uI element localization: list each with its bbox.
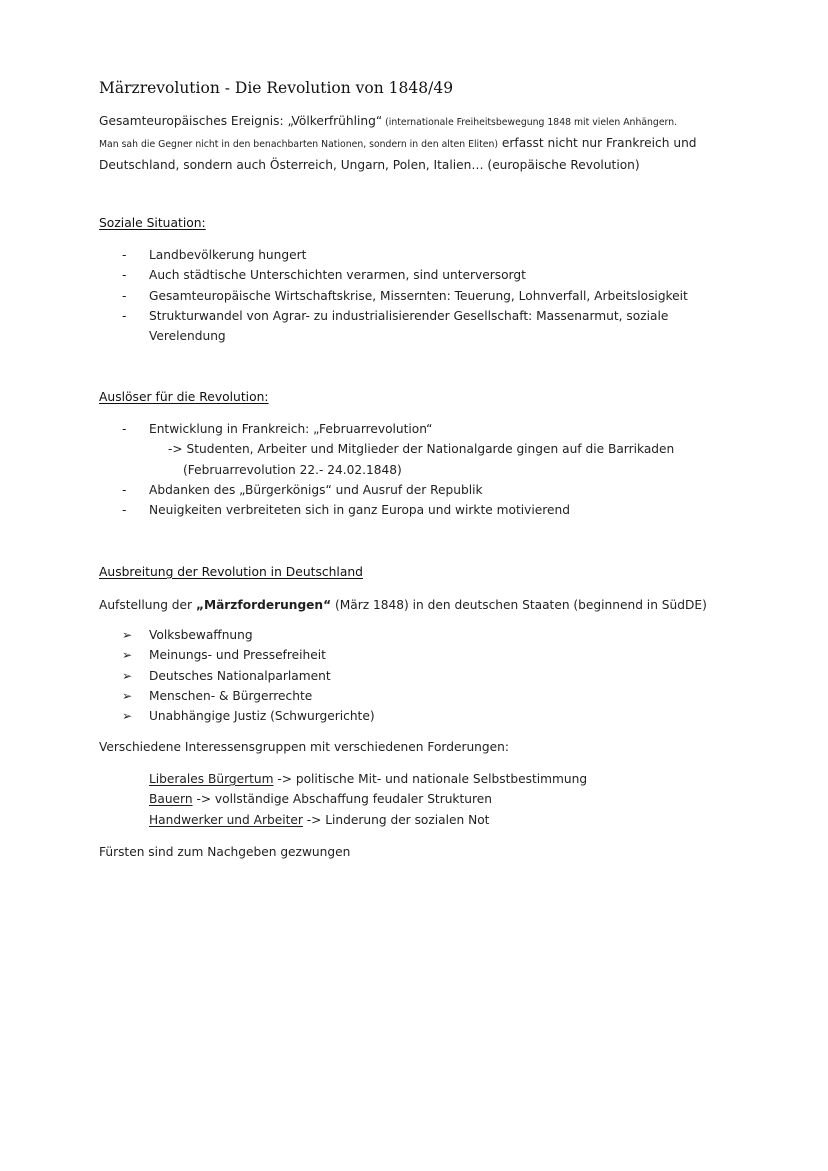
intro-line-1 xyxy=(99,111,749,133)
group-goal: -> vollständige Abschaffung feudaler Strukturen xyxy=(192,792,492,807)
list-item-continuation: Verelendung xyxy=(149,329,226,344)
group-name: Bauern xyxy=(149,792,193,807)
list-item: ➢ Menschen- & Bürgerrechte xyxy=(0,686,709,706)
intro-rest-a: erfasst nicht nur Frankreich und xyxy=(498,136,697,150)
group-name: Liberales Bürgertum xyxy=(149,772,274,786)
list-item: - Abdanken des „Bürgerkönigs“ und Ausruf der Republik xyxy=(122,482,483,497)
group-row xyxy=(149,789,587,809)
conclusion: Fürsten sind zum Nachgeben gezwungen xyxy=(99,845,351,859)
section-heading-spread: Ausbreitung der Revolution in Deutschland xyxy=(99,565,363,579)
list-item-detail: -> Studenten, Arbeiter und Mitglieder der Nationalgarde gingen auf die Barrikaden xyxy=(168,442,675,457)
intro-paragraph xyxy=(99,111,749,176)
group-row xyxy=(149,769,587,789)
interest-groups xyxy=(149,769,587,830)
list-item: - Landbevölkerung hungert xyxy=(122,248,307,262)
section-heading-trigger: Auslöser für die Revolution: xyxy=(99,390,269,404)
demands-list xyxy=(0,625,709,726)
demands-intro: Aufstellung der „Märzforderungen“ (März 1848) in den deutschen Staaten (beginnend in SüdDE) xyxy=(99,598,707,612)
group-goal: -> politische Mit- und nationale Selbstbestimmung xyxy=(273,772,588,786)
section-heading-social: Soziale Situation: xyxy=(99,216,206,230)
arrow-bullet-icon: ➢ xyxy=(122,688,133,703)
list-item-detail: (Februarrevolution 22.- 24.02.1848) xyxy=(183,462,402,477)
arrow-bullet-icon: ➢ xyxy=(122,628,133,642)
intro-line-3 xyxy=(99,155,749,176)
page-title: Märzrevolution - Die Revolution von 1848/49 xyxy=(99,79,454,97)
list-item: - Neuigkeiten verbreiteten sich in ganz Europa und wirkte motivierend xyxy=(122,503,570,518)
list-item: ➢ Deutsches Nationalparlament xyxy=(0,666,709,686)
list-item: - Strukturwandel von Agrar- zu industrialisierender Gesellschaft: Massenarmut, soziale Verelendung xyxy=(0,306,709,347)
intro-note-b: Man sah die Gegner nicht in den benachbarten Nationen, sondern in den alten Eliten) xyxy=(99,139,499,150)
intro-note-a: (internationale Freiheitsbewegung 1848 mit vielen Anhängern. xyxy=(382,117,678,128)
list-item: - Auch städtische Unterschichten verarmen, sind unterversorgt xyxy=(122,268,526,283)
groups-intro: Verschiedene Interessensgruppen mit verschiedenen Forderungen: xyxy=(99,740,509,754)
intro-rest-b: Deutschland, sondern auch Österreich, Ungarn, Polen, Italien… (europäische Revolution) xyxy=(99,158,640,172)
group-row xyxy=(149,810,587,830)
arrow-bullet-icon: ➢ xyxy=(122,648,133,663)
arrow-bullet-icon: ➢ xyxy=(122,709,133,724)
list-item: - Entwicklung in Frankreich: „Februarrevolution“ -> Studenten, Arbeiter und Mitglieder der Nationalgarde gingen auf die Barrikaden (Februarrevolution 22.- 24.02.1848) xyxy=(0,419,709,480)
list-item: ➢ Meinungs- und Pressefreiheit xyxy=(0,645,709,665)
list-item: - Gesamteuropäische Wirtschaftskrise, Missernten: Teuerung, Lohnverfall, Arbeitslosigkeit xyxy=(122,288,688,303)
intro-lead: Gesamteuropäisches Ereignis: xyxy=(99,114,288,128)
group-name: Handwerker und Arbeiter xyxy=(149,812,303,827)
trigger-list xyxy=(0,419,709,520)
social-list xyxy=(0,245,709,346)
list-item: ➢ Volksbewaffnung xyxy=(0,625,709,645)
group-goal: -> Linderung der sozialen Not xyxy=(302,812,490,827)
demands-term: „Märzforderungen“ xyxy=(195,598,332,612)
list-item: ➢ Unabhängige Justiz (Schwurgerichte) xyxy=(0,706,709,726)
arrow-bullet-icon: ➢ xyxy=(122,668,133,683)
intro-line-2 xyxy=(99,133,749,155)
intro-term: „Völkerfrühling“ xyxy=(287,114,383,128)
